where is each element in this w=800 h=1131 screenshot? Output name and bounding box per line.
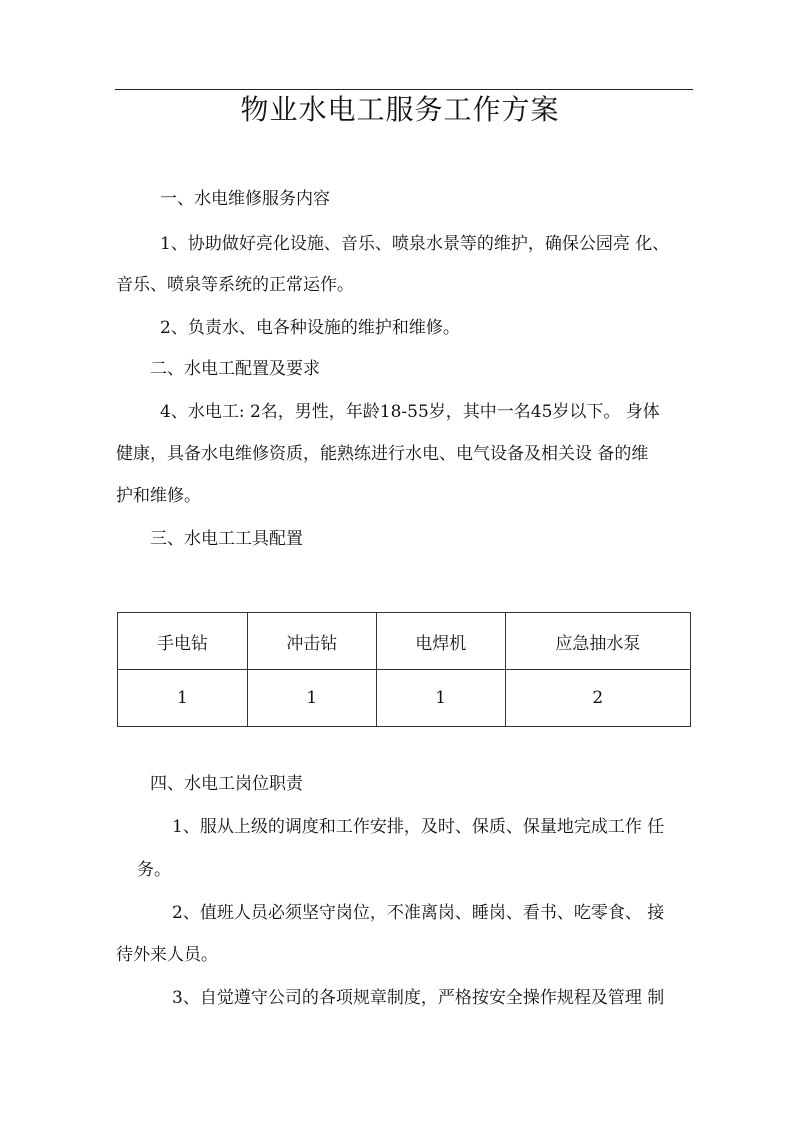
table-header-cell: 手电钻 xyxy=(118,613,248,670)
table-header-cell: 冲击钻 xyxy=(247,613,376,670)
section-heading-1: 一、水电维修服务内容 xyxy=(160,189,330,209)
table-header-cell: 电焊机 xyxy=(376,613,505,670)
section-heading-4: 四、水电工岗位职责 xyxy=(150,774,303,794)
table-cell: 1 xyxy=(247,670,376,727)
table-row xyxy=(118,670,691,727)
table-cell: 2 xyxy=(505,670,690,727)
header-rule xyxy=(115,89,693,90)
paragraph-line: 待外来人员。 xyxy=(116,945,218,965)
tools-table xyxy=(117,612,691,727)
paragraph-line: 健康，具备水电维修资质，能熟练进行水电、电气设备及相关设 备的维 xyxy=(116,444,649,464)
section-heading-3: 三、水电工工具配置 xyxy=(150,529,303,549)
document-title: 物业水电工服务工作方案 xyxy=(240,93,560,126)
paragraph-line: 务。 xyxy=(137,860,171,880)
paragraph-line: 2、值班人员必须坚守岗位，不准离岗、睡岗、看书、吃零食、 接 xyxy=(172,903,665,923)
paragraph-line: 4、水电工: 2名，男性，年龄18-55岁，其中一名45岁以下。 身体 xyxy=(160,402,660,422)
paragraph-line: 3、自觉遵守公司的各项规章制度，严格按安全操作规程及管理 制 xyxy=(172,988,665,1008)
table-header-row xyxy=(118,613,691,670)
paragraph-line: 音乐、喷泉等系统的正常运作。 xyxy=(116,275,354,295)
table-cell: 1 xyxy=(118,670,248,727)
section-heading-2: 二、水电工配置及要求 xyxy=(150,359,320,379)
paragraph-line: 护和维修。 xyxy=(116,486,201,506)
paragraph-line: 1、协助做好亮化设施、音乐、喷泉水景等的维护，确保公园亮 化、 xyxy=(160,234,670,254)
paragraph-line: 1、服从上级的调度和工作安排，及时、保质、保量地完成工作 任 xyxy=(172,817,665,837)
table-cell: 1 xyxy=(376,670,505,727)
paragraph-line: 2、负责水、电各种设施的维护和维修。 xyxy=(160,318,460,338)
table-header-cell: 应急抽水泵 xyxy=(505,613,690,670)
